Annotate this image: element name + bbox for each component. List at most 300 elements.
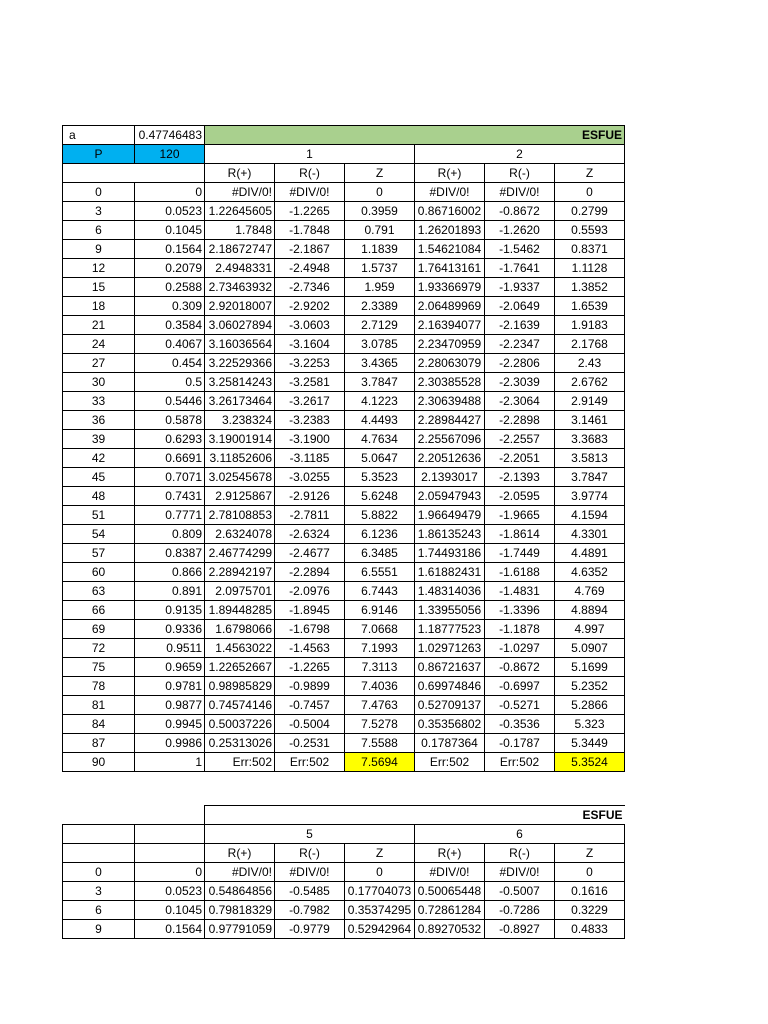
table-cell[interactable]: 0 bbox=[63, 863, 135, 882]
table-cell[interactable]: 0.4067 bbox=[135, 335, 205, 354]
table-cell[interactable]: -2.0595 bbox=[485, 487, 555, 506]
table-cell[interactable]: 9 bbox=[63, 240, 135, 259]
table-cell[interactable]: 0.9986 bbox=[135, 734, 205, 753]
table-cell[interactable]: -0.8672 bbox=[485, 202, 555, 221]
table-cell[interactable]: 0.52942964 bbox=[345, 920, 415, 939]
table-cell[interactable]: 1.1839 bbox=[345, 240, 415, 259]
table-cell[interactable]: 1.33955056 bbox=[415, 601, 485, 620]
table-cell[interactable]: 1.76413161 bbox=[415, 259, 485, 278]
table-cell[interactable]: 0.9945 bbox=[135, 715, 205, 734]
table-cell[interactable]: 2.05947943 bbox=[415, 487, 485, 506]
table-cell[interactable]: 1.22645605 bbox=[205, 202, 275, 221]
table-cell[interactable]: 75 bbox=[63, 658, 135, 677]
table-cell[interactable]: 2.0975701 bbox=[205, 582, 275, 601]
table-cell[interactable]: 3.4365 bbox=[345, 354, 415, 373]
table-cell[interactable]: 2.20512636 bbox=[415, 449, 485, 468]
table-cell[interactable]: -1.7641 bbox=[485, 259, 555, 278]
table-cell[interactable]: 0.1564 bbox=[135, 920, 205, 939]
table-cell[interactable]: #DIV/0! bbox=[415, 183, 485, 202]
table-cell[interactable]: -2.7346 bbox=[275, 278, 345, 297]
table-cell[interactable]: -2.9202 bbox=[275, 297, 345, 316]
table-cell[interactable]: 18 bbox=[63, 297, 135, 316]
table-cell[interactable]: 0.309 bbox=[135, 297, 205, 316]
table-cell[interactable]: -1.0297 bbox=[485, 639, 555, 658]
table-cell[interactable]: 0.9336 bbox=[135, 620, 205, 639]
table-cell[interactable]: 36 bbox=[63, 411, 135, 430]
table-cell[interactable]: 0.1787364 bbox=[415, 734, 485, 753]
table-cell[interactable]: 5.0907 bbox=[555, 639, 625, 658]
table-cell[interactable]: -2.1867 bbox=[275, 240, 345, 259]
table-cell[interactable]: 7.5588 bbox=[345, 734, 415, 753]
table-cell[interactable]: 0.6691 bbox=[135, 449, 205, 468]
table-cell[interactable]: -2.1639 bbox=[485, 316, 555, 335]
table-cell[interactable]: -2.2347 bbox=[485, 335, 555, 354]
table-cell[interactable]: 3.3683 bbox=[555, 430, 625, 449]
table-cell[interactable]: 0.5878 bbox=[135, 411, 205, 430]
table-cell[interactable]: 2.1768 bbox=[555, 335, 625, 354]
table-cell[interactable]: 54 bbox=[63, 525, 135, 544]
table-cell[interactable]: 0.5446 bbox=[135, 392, 205, 411]
table-cell[interactable]: 2.6762 bbox=[555, 373, 625, 392]
table-cell[interactable]: 0.54864856 bbox=[205, 882, 275, 901]
table-cell[interactable]: 2.28063079 bbox=[415, 354, 485, 373]
table-cell[interactable]: -1.8614 bbox=[485, 525, 555, 544]
table-cell[interactable]: -0.9779 bbox=[275, 920, 345, 939]
table-cell[interactable]: 1.18777523 bbox=[415, 620, 485, 639]
table-cell[interactable]: 1.5737 bbox=[345, 259, 415, 278]
table-cell[interactable]: 0.9781 bbox=[135, 677, 205, 696]
table-cell[interactable]: 4.1223 bbox=[345, 392, 415, 411]
table-cell[interactable]: -1.3396 bbox=[485, 601, 555, 620]
table-cell[interactable]: 0.7071 bbox=[135, 468, 205, 487]
table-cell[interactable]: -1.6798 bbox=[275, 620, 345, 639]
table-cell[interactable]: -0.5485 bbox=[275, 882, 345, 901]
table-cell[interactable]: -3.1604 bbox=[275, 335, 345, 354]
table-cell[interactable]: -0.7286 bbox=[485, 901, 555, 920]
empty-cell[interactable] bbox=[63, 844, 135, 863]
table-cell[interactable]: 0.809 bbox=[135, 525, 205, 544]
table-cell[interactable]: 1.86135243 bbox=[415, 525, 485, 544]
table-cell[interactable]: -2.4677 bbox=[275, 544, 345, 563]
table-cell[interactable]: 2.43 bbox=[555, 354, 625, 373]
table-cell[interactable]: #DIV/0! bbox=[275, 863, 345, 882]
table-cell[interactable]: 60 bbox=[63, 563, 135, 582]
table-cell[interactable]: 3 bbox=[63, 882, 135, 901]
table-cell[interactable]: 1.54621084 bbox=[415, 240, 485, 259]
table-cell[interactable]: 6 bbox=[63, 221, 135, 240]
table-cell[interactable]: -2.2894 bbox=[275, 563, 345, 582]
table-cell[interactable]: 1 bbox=[135, 753, 205, 772]
empty-cell[interactable] bbox=[135, 164, 205, 183]
table-cell[interactable]: -0.9899 bbox=[275, 677, 345, 696]
table-cell[interactable]: -3.1185 bbox=[275, 449, 345, 468]
table-cell[interactable]: 0.9877 bbox=[135, 696, 205, 715]
table-cell[interactable]: 2.7129 bbox=[345, 316, 415, 335]
table-cell[interactable]: 6 bbox=[63, 901, 135, 920]
table-cell[interactable]: 3 bbox=[63, 202, 135, 221]
table-cell[interactable]: 1.61882431 bbox=[415, 563, 485, 582]
table-cell[interactable]: -1.2265 bbox=[275, 202, 345, 221]
table-cell[interactable]: 5.8822 bbox=[345, 506, 415, 525]
table-cell[interactable]: 3.02545678 bbox=[205, 468, 275, 487]
table-cell[interactable]: 0.9511 bbox=[135, 639, 205, 658]
table-cell[interactable]: 0.2079 bbox=[135, 259, 205, 278]
table-cell[interactable]: -1.8945 bbox=[275, 601, 345, 620]
table-cell[interactable]: 5.323 bbox=[555, 715, 625, 734]
table-cell[interactable]: 2.73463932 bbox=[205, 278, 275, 297]
table-cell[interactable]: 0.5 bbox=[135, 373, 205, 392]
table-cell[interactable]: -2.3039 bbox=[485, 373, 555, 392]
table-cell[interactable]: -0.5004 bbox=[275, 715, 345, 734]
table-cell[interactable]: -1.6188 bbox=[485, 563, 555, 582]
header-z-6[interactable]: Z bbox=[555, 844, 625, 863]
table-cell[interactable]: 69 bbox=[63, 620, 135, 639]
table-cell[interactable]: 0.50037226 bbox=[205, 715, 275, 734]
empty-cell[interactable] bbox=[63, 806, 135, 825]
table-cell[interactable]: -2.7811 bbox=[275, 506, 345, 525]
table-cell[interactable]: 1.6539 bbox=[555, 297, 625, 316]
group-5-header[interactable]: 5 bbox=[205, 825, 415, 844]
table-cell[interactable]: 2.30639488 bbox=[415, 392, 485, 411]
table-cell[interactable]: 0.4833 bbox=[555, 920, 625, 939]
table-cell[interactable]: 0.7431 bbox=[135, 487, 205, 506]
table-cell[interactable]: 66 bbox=[63, 601, 135, 620]
table-cell[interactable]: 7.4763 bbox=[345, 696, 415, 715]
table-cell[interactable]: 0.7771 bbox=[135, 506, 205, 525]
table-cell[interactable]: 33 bbox=[63, 392, 135, 411]
table-cell[interactable]: 0 bbox=[345, 183, 415, 202]
table-cell[interactable]: 39 bbox=[63, 430, 135, 449]
table-cell[interactable]: 5.3523 bbox=[345, 468, 415, 487]
table-cell[interactable]: -0.2531 bbox=[275, 734, 345, 753]
empty-cell[interactable] bbox=[63, 164, 135, 183]
table-cell[interactable]: 2.6324078 bbox=[205, 525, 275, 544]
table-cell[interactable]: 2.25567096 bbox=[415, 430, 485, 449]
header-r-minus-2[interactable]: R(-) bbox=[485, 164, 555, 183]
table-cell[interactable]: 0.35356802 bbox=[415, 715, 485, 734]
table-cell[interactable]: 2.18672747 bbox=[205, 240, 275, 259]
table-cell[interactable]: 2.23470959 bbox=[415, 335, 485, 354]
table-cell[interactable]: 4.4891 bbox=[555, 544, 625, 563]
table-cell[interactable]: 0.17704073 bbox=[345, 882, 415, 901]
table-cell[interactable]: -3.2253 bbox=[275, 354, 345, 373]
table-cell[interactable]: 1.74493186 bbox=[415, 544, 485, 563]
table-cell[interactable]: 1.02971263 bbox=[415, 639, 485, 658]
table-cell[interactable]: -1.5462 bbox=[485, 240, 555, 259]
table-cell[interactable]: 7.5694 bbox=[345, 753, 415, 772]
table-cell[interactable]: 45 bbox=[63, 468, 135, 487]
table-cell[interactable]: 87 bbox=[63, 734, 135, 753]
table-cell[interactable]: 2.28942197 bbox=[205, 563, 275, 582]
table-cell[interactable]: 6.1236 bbox=[345, 525, 415, 544]
table-cell[interactable]: Err:502 bbox=[485, 753, 555, 772]
header-r-minus-5[interactable]: R(-) bbox=[275, 844, 345, 863]
table-cell[interactable]: -2.2806 bbox=[485, 354, 555, 373]
table-cell[interactable]: -0.3536 bbox=[485, 715, 555, 734]
table-cell[interactable]: 12 bbox=[63, 259, 135, 278]
table-cell[interactable]: 1.1128 bbox=[555, 259, 625, 278]
table-cell[interactable]: 30 bbox=[63, 373, 135, 392]
table-cell[interactable]: -0.5271 bbox=[485, 696, 555, 715]
table-cell[interactable]: 0.866 bbox=[135, 563, 205, 582]
table-cell[interactable]: 2.46774299 bbox=[205, 544, 275, 563]
table-cell[interactable]: 3.06027894 bbox=[205, 316, 275, 335]
table-cell[interactable]: -3.2581 bbox=[275, 373, 345, 392]
table-cell[interactable]: 5.3524 bbox=[555, 753, 625, 772]
group-6-header[interactable]: 6 bbox=[415, 825, 625, 844]
table-cell[interactable]: 1.22652667 bbox=[205, 658, 275, 677]
table-cell[interactable]: 0.1045 bbox=[135, 221, 205, 240]
a-label-cell[interactable]: a bbox=[63, 126, 135, 145]
table-cell[interactable]: 0.86721637 bbox=[415, 658, 485, 677]
table-cell[interactable]: 3.0785 bbox=[345, 335, 415, 354]
table-cell[interactable]: 0.6293 bbox=[135, 430, 205, 449]
table-cell[interactable]: 0.791 bbox=[345, 221, 415, 240]
table-cell[interactable]: 0.0523 bbox=[135, 882, 205, 901]
table-cell[interactable]: 0 bbox=[135, 183, 205, 202]
table-cell[interactable]: 0 bbox=[345, 863, 415, 882]
table-cell[interactable]: 0.2588 bbox=[135, 278, 205, 297]
table-cell[interactable]: 3.1461 bbox=[555, 411, 625, 430]
table-cell[interactable]: 84 bbox=[63, 715, 135, 734]
empty-cell[interactable] bbox=[63, 825, 135, 844]
table-cell[interactable]: 0.97791059 bbox=[205, 920, 275, 939]
table-cell[interactable]: -0.8672 bbox=[485, 658, 555, 677]
table-cell[interactable]: 5.2866 bbox=[555, 696, 625, 715]
table-cell[interactable]: 2.30385528 bbox=[415, 373, 485, 392]
table-cell[interactable]: 4.7634 bbox=[345, 430, 415, 449]
table-cell[interactable]: -1.2265 bbox=[275, 658, 345, 677]
table-cell[interactable]: 0 bbox=[555, 183, 625, 202]
table-cell[interactable]: 24 bbox=[63, 335, 135, 354]
p-label-cell[interactable]: P bbox=[63, 145, 135, 164]
table-cell[interactable]: 0.35374295 bbox=[345, 901, 415, 920]
table-cell[interactable]: -2.2051 bbox=[485, 449, 555, 468]
table-cell[interactable]: 7.4036 bbox=[345, 677, 415, 696]
table-cell[interactable]: -2.0649 bbox=[485, 297, 555, 316]
table-cell[interactable]: -0.8927 bbox=[485, 920, 555, 939]
table-cell[interactable]: -3.2383 bbox=[275, 411, 345, 430]
table-cell[interactable]: 0.79818329 bbox=[205, 901, 275, 920]
table-cell[interactable]: -1.4831 bbox=[485, 582, 555, 601]
header-r-plus-6[interactable]: R(+) bbox=[415, 844, 485, 863]
table-cell[interactable]: 3.7847 bbox=[555, 468, 625, 487]
table-cell[interactable]: 0.5593 bbox=[555, 221, 625, 240]
table-cell[interactable]: -2.1393 bbox=[485, 468, 555, 487]
table-cell[interactable]: 9 bbox=[63, 920, 135, 939]
table-cell[interactable]: Err:502 bbox=[415, 753, 485, 772]
table-cell[interactable]: 2.3389 bbox=[345, 297, 415, 316]
table-cell[interactable]: -1.9337 bbox=[485, 278, 555, 297]
table-cell[interactable]: 1.9183 bbox=[555, 316, 625, 335]
table-cell[interactable]: -3.1900 bbox=[275, 430, 345, 449]
table-cell[interactable]: 4.1594 bbox=[555, 506, 625, 525]
table-cell[interactable]: 2.92018007 bbox=[205, 297, 275, 316]
table-cell[interactable]: 6.7443 bbox=[345, 582, 415, 601]
table-cell[interactable]: -1.7449 bbox=[485, 544, 555, 563]
table-cell[interactable]: -1.2620 bbox=[485, 221, 555, 240]
table-cell[interactable]: -2.0976 bbox=[275, 582, 345, 601]
table-cell[interactable]: Err:502 bbox=[205, 753, 275, 772]
table-cell[interactable]: 4.8894 bbox=[555, 601, 625, 620]
table-cell[interactable]: 42 bbox=[63, 449, 135, 468]
table-cell[interactable]: 0.86716002 bbox=[415, 202, 485, 221]
table-cell[interactable]: -0.1787 bbox=[485, 734, 555, 753]
table-cell[interactable]: 0.0523 bbox=[135, 202, 205, 221]
table-cell[interactable]: 3.26173464 bbox=[205, 392, 275, 411]
group-2-header[interactable]: 2 bbox=[415, 145, 625, 164]
table-cell[interactable]: 2.1393017 bbox=[415, 468, 485, 487]
esfue-title-cell-bottom[interactable]: ESFUE bbox=[205, 806, 625, 825]
table-cell[interactable]: 0.98985829 bbox=[205, 677, 275, 696]
header-z-2[interactable]: Z bbox=[555, 164, 625, 183]
table-cell[interactable]: 0.8387 bbox=[135, 544, 205, 563]
table-cell[interactable]: 3.19001914 bbox=[205, 430, 275, 449]
table-cell[interactable]: -2.9126 bbox=[275, 487, 345, 506]
table-cell[interactable]: 0.3959 bbox=[345, 202, 415, 221]
empty-cell[interactable] bbox=[135, 806, 205, 825]
table-cell[interactable]: 0.1045 bbox=[135, 901, 205, 920]
table-cell[interactable]: 3.22529366 bbox=[205, 354, 275, 373]
table-cell[interactable]: 4.997 bbox=[555, 620, 625, 639]
table-cell[interactable]: 6.5551 bbox=[345, 563, 415, 582]
table-cell[interactable]: 1.96649479 bbox=[415, 506, 485, 525]
header-z-5[interactable]: Z bbox=[345, 844, 415, 863]
table-cell[interactable]: #DIV/0! bbox=[205, 863, 275, 882]
table-cell[interactable]: -0.5007 bbox=[485, 882, 555, 901]
table-cell[interactable]: 0.454 bbox=[135, 354, 205, 373]
table-cell[interactable]: 2.78108853 bbox=[205, 506, 275, 525]
table-cell[interactable]: 5.0647 bbox=[345, 449, 415, 468]
table-cell[interactable]: 1.48314036 bbox=[415, 582, 485, 601]
table-cell[interactable]: 27 bbox=[63, 354, 135, 373]
table-cell[interactable]: 1.89448285 bbox=[205, 601, 275, 620]
table-cell[interactable]: -2.3064 bbox=[485, 392, 555, 411]
table-cell[interactable]: -0.6997 bbox=[485, 677, 555, 696]
table-cell[interactable]: 0 bbox=[63, 183, 135, 202]
table-cell[interactable]: 3.16036564 bbox=[205, 335, 275, 354]
a-value-cell[interactable]: 0.47746483 bbox=[135, 126, 205, 145]
table-cell[interactable]: 63 bbox=[63, 582, 135, 601]
table-cell[interactable]: 0.72861284 bbox=[415, 901, 485, 920]
table-cell[interactable]: 0.69974846 bbox=[415, 677, 485, 696]
p-value-cell[interactable]: 120 bbox=[135, 145, 205, 164]
table-cell[interactable]: -3.0255 bbox=[275, 468, 345, 487]
table-cell[interactable]: 2.9125867 bbox=[205, 487, 275, 506]
header-r-plus-1[interactable]: R(+) bbox=[205, 164, 275, 183]
table-cell[interactable]: 3.9774 bbox=[555, 487, 625, 506]
table-cell[interactable]: 0.8371 bbox=[555, 240, 625, 259]
table-cell[interactable]: 4.769 bbox=[555, 582, 625, 601]
table-cell[interactable]: 6.9146 bbox=[345, 601, 415, 620]
table-cell[interactable]: -2.2898 bbox=[485, 411, 555, 430]
table-cell[interactable]: 1.7848 bbox=[205, 221, 275, 240]
table-cell[interactable]: -3.0603 bbox=[275, 316, 345, 335]
esfue-title-cell[interactable]: ESFUE bbox=[205, 126, 625, 145]
table-cell[interactable]: 2.28984427 bbox=[415, 411, 485, 430]
table-cell[interactable]: 0.89270532 bbox=[415, 920, 485, 939]
table-cell[interactable]: 0.9135 bbox=[135, 601, 205, 620]
header-r-minus-1[interactable]: R(-) bbox=[275, 164, 345, 183]
table-cell[interactable]: 1.4563022 bbox=[205, 639, 275, 658]
table-cell[interactable]: 15 bbox=[63, 278, 135, 297]
table-cell[interactable]: 0.3584 bbox=[135, 316, 205, 335]
table-cell[interactable]: 0.52709137 bbox=[415, 696, 485, 715]
table-cell[interactable]: -0.7457 bbox=[275, 696, 345, 715]
table-cell[interactable]: 1.93366979 bbox=[415, 278, 485, 297]
header-r-plus-5[interactable]: R(+) bbox=[205, 844, 275, 863]
empty-cell[interactable] bbox=[135, 844, 205, 863]
table-cell[interactable]: 81 bbox=[63, 696, 135, 715]
table-cell[interactable]: 0.2799 bbox=[555, 202, 625, 221]
table-cell[interactable]: 2.16394077 bbox=[415, 316, 485, 335]
table-cell[interactable]: 2.9149 bbox=[555, 392, 625, 411]
table-cell[interactable]: 5.6248 bbox=[345, 487, 415, 506]
table-cell[interactable]: -2.6324 bbox=[275, 525, 345, 544]
header-r-plus-2[interactable]: R(+) bbox=[415, 164, 485, 183]
table-cell[interactable]: -2.4948 bbox=[275, 259, 345, 278]
table-cell[interactable]: #DIV/0! bbox=[485, 863, 555, 882]
table-cell[interactable]: 0.50065448 bbox=[415, 882, 485, 901]
table-cell[interactable]: 1.959 bbox=[345, 278, 415, 297]
table-cell[interactable]: 3.25814243 bbox=[205, 373, 275, 392]
table-cell[interactable]: 7.5278 bbox=[345, 715, 415, 734]
table-cell[interactable]: -1.1878 bbox=[485, 620, 555, 639]
table-cell[interactable]: 72 bbox=[63, 639, 135, 658]
table-cell[interactable]: 5.1699 bbox=[555, 658, 625, 677]
table-cell[interactable]: #DIV/0! bbox=[275, 183, 345, 202]
table-cell[interactable]: -3.2617 bbox=[275, 392, 345, 411]
table-cell[interactable]: 5.3449 bbox=[555, 734, 625, 753]
table-cell[interactable]: 4.4493 bbox=[345, 411, 415, 430]
table-cell[interactable]: 2.4948331 bbox=[205, 259, 275, 278]
table-cell[interactable]: 4.6352 bbox=[555, 563, 625, 582]
table-cell[interactable]: 2.06489969 bbox=[415, 297, 485, 316]
table-cell[interactable]: 48 bbox=[63, 487, 135, 506]
table-cell[interactable]: 0.891 bbox=[135, 582, 205, 601]
table-cell[interactable]: 7.1993 bbox=[345, 639, 415, 658]
table-cell[interactable]: -1.7848 bbox=[275, 221, 345, 240]
header-r-minus-6[interactable]: R(-) bbox=[485, 844, 555, 863]
table-cell[interactable]: 3.238324 bbox=[205, 411, 275, 430]
table-cell[interactable]: 1.26201893 bbox=[415, 221, 485, 240]
table-cell[interactable]: 4.3301 bbox=[555, 525, 625, 544]
table-cell[interactable]: #DIV/0! bbox=[415, 863, 485, 882]
table-cell[interactable]: 7.3113 bbox=[345, 658, 415, 677]
table-cell[interactable]: 90 bbox=[63, 753, 135, 772]
table-cell[interactable]: -1.9665 bbox=[485, 506, 555, 525]
table-cell[interactable]: 0 bbox=[135, 863, 205, 882]
table-cell[interactable]: 0.1616 bbox=[555, 882, 625, 901]
table-cell[interactable]: -2.2557 bbox=[485, 430, 555, 449]
table-cell[interactable]: Err:502 bbox=[275, 753, 345, 772]
table-cell[interactable]: 3.11852606 bbox=[205, 449, 275, 468]
table-cell[interactable]: 0.3229 bbox=[555, 901, 625, 920]
table-cell[interactable]: 57 bbox=[63, 544, 135, 563]
table-cell[interactable]: 1.6798066 bbox=[205, 620, 275, 639]
table-cell[interactable]: 5.2352 bbox=[555, 677, 625, 696]
header-z-1[interactable]: Z bbox=[345, 164, 415, 183]
table-cell[interactable]: 0.74574146 bbox=[205, 696, 275, 715]
table-cell[interactable]: 1.3852 bbox=[555, 278, 625, 297]
table-cell[interactable]: #DIV/0! bbox=[485, 183, 555, 202]
table-cell[interactable]: 0 bbox=[555, 863, 625, 882]
table-cell[interactable]: 3.7847 bbox=[345, 373, 415, 392]
table-cell[interactable]: 0.25313026 bbox=[205, 734, 275, 753]
table-cell[interactable]: #DIV/0! bbox=[205, 183, 275, 202]
table-cell[interactable]: -1.4563 bbox=[275, 639, 345, 658]
table-cell[interactable]: 0.9659 bbox=[135, 658, 205, 677]
